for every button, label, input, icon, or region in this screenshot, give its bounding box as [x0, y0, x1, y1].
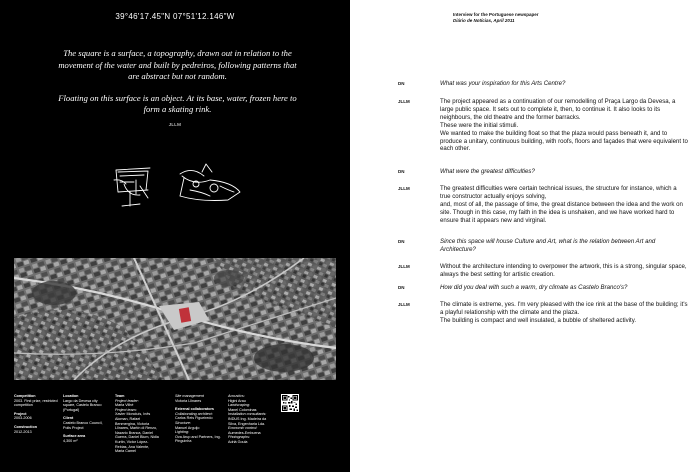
credit-value: Aumedes-Embuena [228, 430, 261, 435]
credit-label: Landscaping: [228, 403, 250, 408]
credit-value: Adrià Goula [228, 439, 248, 444]
credit-value: 2012-2013 [14, 429, 32, 434]
speaker-label: DN [398, 169, 405, 174]
answer-text: The project appeared as a continuation of our remodelling of Praça Largo da Devesa, a large public space. It sets out to complete it, then, to continue it. It also looks to its neighbours, the old theatre and the former barracks. These were the initial stimuli. We wanted to make the building float so that the plaza would pass beneath it, and to produce a unitary, continuous building, with roofs, floors and façades that were equivalent to each other. [440, 98, 688, 153]
credit-value: Manuel Arguijo [175, 425, 200, 430]
aerial-photo [14, 258, 336, 380]
credit-value: Largo da Devesa city square, Castelo Branco (Portugal) [63, 398, 102, 412]
credit-label: Project team: [115, 407, 137, 412]
qa-question [398, 168, 688, 176]
credit-label: Project leader: [115, 398, 139, 403]
interview-source: Diário de Notícias, April 2011 [453, 18, 515, 23]
coordinates: 39°46'17.45"N 07°51'12.146"W [115, 12, 235, 21]
credit-label: Collaborating architect: [175, 411, 213, 416]
credit-value: Maria Vilhé [115, 403, 134, 408]
qr-code-icon[interactable] [281, 394, 299, 412]
qa-question [398, 284, 688, 292]
question-text: What was your inspiration for this Arts Centre? [440, 80, 566, 87]
qa-question [398, 80, 688, 88]
speaker-label: DN [398, 239, 405, 244]
qa-answer [398, 301, 688, 325]
qa-answer [398, 185, 688, 225]
credit-label: Installation consultants: [228, 412, 267, 417]
credit-label: Client [63, 416, 74, 421]
credit-label: Site management [175, 394, 204, 398]
credits-col-3 [115, 394, 159, 454]
quote-paragraph: The square is a surface, a topography, drawn out in relation to the movement of the water and built by pedreiros, following patterns that are abstract but not random. [58, 48, 297, 82]
question-text: What were the greatest difficulties? [440, 168, 535, 175]
credit-value: 2003. First prize, restricted competition [14, 398, 58, 408]
qa-answer [398, 98, 688, 153]
interview-title: Interview for the Portuguese newspaper [453, 12, 539, 17]
answer-text: The climate is extreme, yes. I'm very pleased with the ice rink at the base of the building; it's a playful relationship with the climate and the plaza. The building is compact and well insulated, a bubble of sheltered activity. [440, 301, 688, 324]
credits-col-4 [175, 394, 223, 444]
credit-label: Construction [14, 424, 37, 429]
speaker-label: JLLM [398, 186, 410, 191]
credit-label: Competition [14, 394, 36, 398]
question-text: How did you deal with such a warm, dry climate as Castelo Branco's? [440, 284, 628, 291]
credit-label: Project [14, 411, 27, 416]
credit-value: INDUS Ing. Madeira da Silva, Engenharia Lda. [228, 416, 267, 426]
credit-label: Structure: [175, 420, 191, 425]
quote [55, 48, 300, 126]
speaker-label: DN [398, 285, 405, 290]
qa-answer [398, 263, 688, 279]
credit-value: Castelo Branco Council, Polis Project [63, 420, 103, 430]
credit-value: Manel Colominas [228, 407, 257, 412]
credit-label: Location [63, 394, 79, 398]
credit-value: Higini Arau [228, 398, 246, 403]
credit-label: Acoustics: [228, 394, 245, 398]
sketch-drawing [110, 162, 250, 212]
credits-col-2 [63, 394, 109, 443]
credit-label: Photographs: [228, 435, 250, 440]
credit-label: Economic control: [228, 426, 258, 431]
credit-label: Team [115, 394, 125, 398]
speaker-label: JLLM [398, 264, 410, 269]
right-page [350, 0, 700, 472]
credit-value: Ova Arup and Partners, Ing. Pinguinha [175, 434, 221, 444]
credit-label: Surface area [63, 434, 86, 439]
quote-author: JLLM [168, 122, 182, 127]
credit-value: 2003-2006 [14, 416, 32, 421]
speaker-label: JLLM [398, 302, 410, 307]
question-text: Since this space will house Culture and Art, what is the relation between Art and Architecture? [440, 238, 656, 253]
quote-paragraph: Floating on this surface is an object. At its base, water, frozen here to form a skating rink. [58, 92, 297, 115]
credit-label: Lighting: [175, 430, 189, 435]
speaker-label: JLLM [398, 99, 410, 104]
credit-value: 4,300 m² [63, 438, 78, 443]
credits-col-5 [228, 394, 276, 445]
credit-label: External collaborators [175, 407, 214, 412]
credit-value: Victoria Llinares [175, 398, 202, 403]
credits-col-1 [14, 394, 58, 434]
speaker-label: DN [398, 81, 405, 86]
credit-value: Carlos Reis Figueiredo [175, 416, 213, 421]
credit-value: Xavier Moncluís, Inês Aloman, Rafael Benmergina, Victoria Llinares, Martín di Renzo, Nazario Branca, Daniel Guerra, Daniel Blum, Nidia Kurtin, Victor López-Rebias, Ana Valente, Maria Camel [115, 412, 159, 454]
interview-header [453, 12, 653, 24]
answer-text: The greatest difficulties were certain technical issues, the structure for instance, which a true constructor actually enjoys solving, and, most of all, the passage of time, the great distance between the idea and the work on site. Though in this case, my faith in the idea is unshaken, and we have worked hard to ensure that it appears new and virginal. [440, 185, 683, 224]
answer-text: Without the architecture intending to overpower the artwork, this is a strong, singular space, always the best setting for artistic creation. [440, 263, 687, 278]
qa-question [398, 238, 688, 254]
